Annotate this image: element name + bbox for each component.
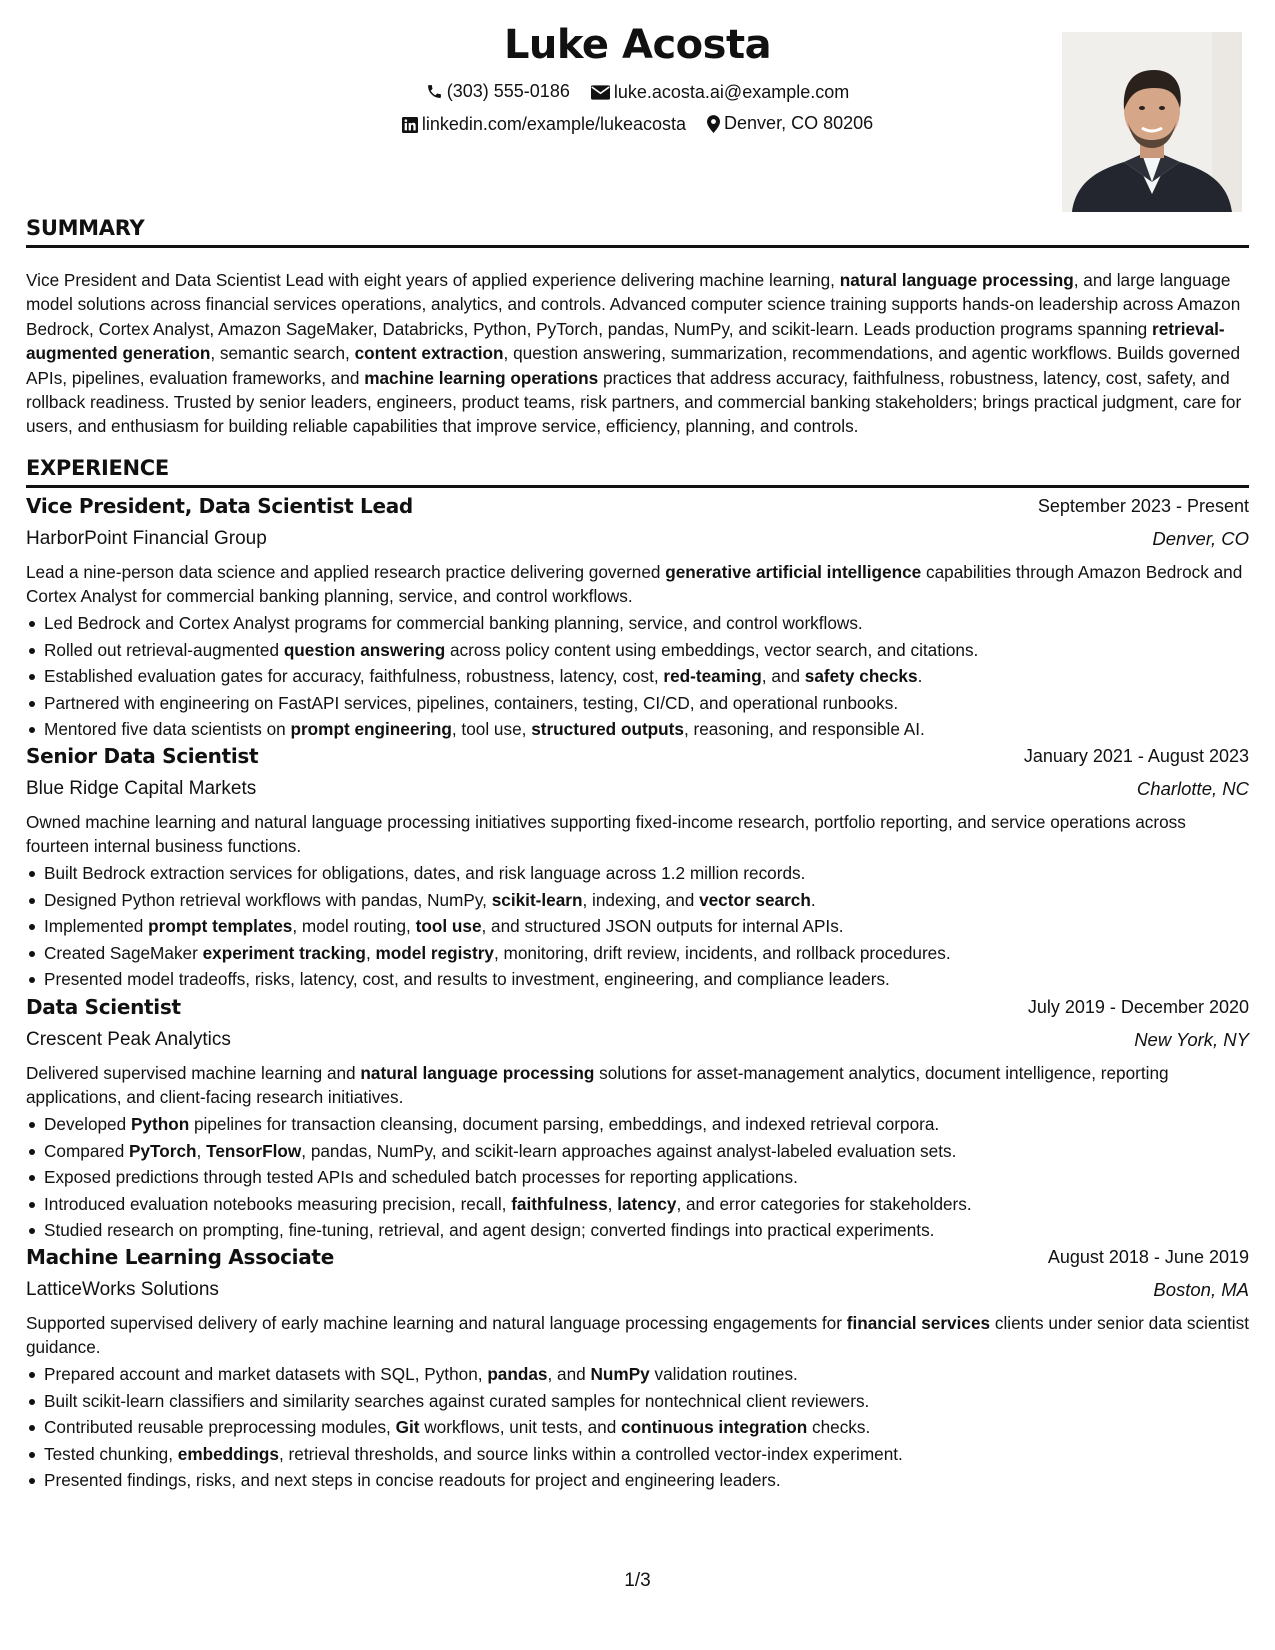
summary-text: , semantic search, [210, 343, 355, 364]
bullet-text: Established evaluation gates for accuracy, faithfulness, robustness, latency, cost, [44, 666, 664, 687]
bullet-keyword: scikit-learn [491, 889, 583, 910]
bullet-text: Contributed reusable preprocessing modules, [44, 1417, 396, 1438]
bullet-text: pipelines for transaction cleansing, document parsing, embeddings, and indexed retrieval corpora. [189, 1114, 940, 1134]
email-text: luke.acosta.ai@example.com [613, 82, 850, 102]
summary-heading: SUMMARY [26, 216, 145, 240]
job-company: LatticeWorks Solutions [26, 1279, 219, 1300]
bullet-text: , and [547, 1364, 591, 1384]
job-bullet [26, 663, 1249, 690]
job-bullet [26, 1361, 1249, 1388]
summary-divider [26, 245, 1249, 248]
bullet-keyword: vector search [699, 889, 811, 910]
job-title: Data Scientist [26, 995, 181, 1019]
job-entry [26, 995, 1249, 1244]
bullet-keyword: continuous integration [621, 1417, 808, 1438]
bullet-keyword: prompt templates [148, 916, 293, 937]
job-company: Crescent Peak Analytics [26, 1029, 231, 1050]
summary-text: Vice President and Data Scientist Lead with eight years of applied experience delivering machine learning, [26, 270, 840, 290]
job-bullet [26, 637, 1249, 664]
bullet-keyword: faithfulness [511, 1193, 608, 1214]
bullet-text: Presented model tradeoffs, risks, latency, cost, and results to investment, engineering, and compliance leaders. [44, 969, 890, 990]
job-subheader [26, 526, 1249, 558]
job-dates: July 2019 - December 2020 [1027, 997, 1249, 1017]
bullet-keyword: Python [130, 1114, 190, 1134]
job-header [26, 494, 1249, 526]
bullet-text: Developed [44, 1114, 131, 1134]
bullet-text: Partnered with engineering on FastAPI services, pipelines, containers, testing, CI/CD, and operational runbooks. [44, 692, 899, 713]
summary-keyword: content extraction [354, 343, 504, 364]
job-location: Charlotte, NC [1136, 778, 1249, 799]
job-dates: August 2018 - June 2019 [1047, 1247, 1249, 1267]
bullet-text: across policy content using embeddings, vector search, and citations. [445, 639, 979, 660]
job-subheader [26, 1027, 1249, 1059]
bullet-text: . [917, 666, 923, 687]
location-text: Denver, CO 80206 [724, 113, 874, 133]
candidate-name: Luke Acosta [503, 22, 772, 68]
bullet-text: , reasoning, and responsible AI. [683, 719, 925, 740]
bullet-text: , [365, 942, 376, 963]
bullet-text: , tool use, [451, 719, 532, 740]
linkedin-text: linkedin.com/example/lukeacosta [421, 114, 687, 134]
job-description-text: Lead a nine-person data science and applied research practice delivering governed [26, 562, 666, 582]
bullet-text: Studied research on prompting, fine-tuning, retrieval, and agent design; converted findings into practical experiments. [44, 1220, 935, 1241]
bullet-text: Prepared account and market datasets with SQL, Python, [44, 1364, 488, 1384]
bullet-text: , monitoring, drift review, incidents, and rollback procedures. [493, 942, 951, 963]
job-subheader [26, 776, 1249, 808]
bullet-text: Built Bedrock extraction services for obligations, dates, and risk language across 1.2 million records. [44, 863, 806, 883]
job-entry [26, 1245, 1249, 1494]
job-entry [26, 744, 1249, 993]
summary-keyword: retrieval-augmented generation [26, 318, 1225, 364]
bullet-keyword: red-teaming [663, 666, 762, 687]
job-location: New York, NY [1134, 1029, 1249, 1050]
job-description-text: Supported supervised delivery of early machine learning and natural language processing engagements for [26, 1313, 847, 1333]
job-bullet [26, 860, 1249, 887]
job-bullet-list [26, 1111, 1249, 1244]
experience-divider [26, 485, 1249, 488]
experience-heading: EXPERIENCE [26, 456, 169, 480]
bullet-keyword: embeddings [177, 1443, 279, 1464]
bullet-keyword: NumPy [590, 1364, 650, 1384]
bullet-text: , [607, 1193, 618, 1214]
bullet-text: , and structured JSON outputs for internal APIs. [481, 916, 844, 937]
job-description-text: clients under senior data scientist guidance. [26, 1313, 1249, 1357]
bullet-text: , indexing, and [582, 889, 700, 910]
bullet-keyword: Git [395, 1417, 420, 1438]
job-bullet [26, 1467, 1249, 1494]
phone-text: (303) 555-0186 [446, 81, 570, 101]
summary-paragraph [26, 268, 1254, 439]
job-bullet [26, 913, 1249, 940]
job-description-text: solutions for asset-management analytics, document intelligence, reporting applications, and client-facing research initiatives. [26, 1063, 1169, 1107]
bullet-text: Rolled out retrieval-augmented [44, 639, 284, 660]
bullet-keyword: question answering [283, 639, 446, 660]
bullet-keyword: TensorFlow [206, 1140, 302, 1161]
bullet-text: . [810, 889, 816, 910]
job-bullet [26, 690, 1249, 717]
bullet-text: , retrieval thresholds, and source links within a controlled vector-index experiment. [279, 1443, 903, 1464]
job-bullet-list [26, 610, 1249, 743]
job-description-text: capabilities through Amazon Bedrock and Cortex Analyst for commercial banking planning, service, and control workflows. [26, 562, 1243, 606]
contact-linkedin[interactable] [402, 114, 686, 135]
job-header [26, 744, 1249, 776]
contact-location [707, 113, 873, 134]
job-location: Boston, MA [1153, 1279, 1249, 1300]
linkedin-icon [402, 117, 418, 133]
job-header [26, 1245, 1249, 1277]
page-number: 1/3 [624, 1570, 651, 1591]
job-bullet [26, 1441, 1249, 1468]
phone-icon [426, 83, 443, 100]
job-bullet [26, 940, 1249, 967]
job-bullet [26, 1164, 1249, 1191]
job-bullet [26, 610, 1249, 637]
job-bullet-list [26, 860, 1249, 993]
job-description [26, 810, 1249, 858]
envelope-icon [591, 85, 610, 100]
bullet-keyword: PyTorch [129, 1140, 197, 1161]
bullet-text: checks. [807, 1417, 871, 1438]
job-description-text: Owned machine learning and natural language processing initiatives supporting fixed-income research, portfolio reporting, and service operations across fourteen internal business functions. [26, 812, 1186, 856]
bullet-text: workflows, unit tests, and [419, 1417, 622, 1438]
contact-phone[interactable] [426, 81, 570, 102]
job-title: Vice President, Data Scientist Lead [26, 494, 413, 518]
bullet-text: Exposed predictions through tested APIs and scheduled batch processes for reporting applications. [44, 1167, 798, 1188]
bullet-keyword: structured outputs [531, 719, 684, 740]
job-description-keyword: natural language processing [360, 1063, 595, 1083]
job-title: Machine Learning Associate [26, 1245, 334, 1269]
job-title: Senior Data Scientist [26, 744, 259, 768]
job-bullet-list [26, 1361, 1249, 1494]
job-entry [26, 494, 1249, 743]
bullet-keyword: model registry [375, 942, 494, 963]
bullet-text: , model routing, [292, 916, 416, 937]
job-bullet [26, 1414, 1249, 1441]
job-company: HarborPoint Financial Group [26, 528, 267, 549]
bullet-text: Mentored five data scientists on [44, 719, 291, 740]
job-description [26, 560, 1249, 608]
job-header [26, 995, 1249, 1027]
bullet-text: Designed Python retrieval workflows with pandas, NumPy, [44, 889, 492, 910]
bullet-text: Compared [44, 1140, 130, 1161]
bullet-text: Implemented [44, 916, 149, 937]
profile-photo [1062, 32, 1242, 212]
job-location: Denver, CO [1152, 528, 1249, 549]
bullet-keyword: tool use [415, 916, 482, 937]
bullet-text: Introduced evaluation notebooks measuring precision, recall, [44, 1193, 512, 1214]
bullet-text: Led Bedrock and Cortex Analyst programs for commercial banking planning, service, and control workflows. [44, 613, 863, 633]
job-dates: January 2021 - August 2023 [1023, 746, 1249, 766]
summary-text: , question answering, summarization, recommendations, and agentic workflows. Builds governed APIs, pipelines, evaluation frameworks, and [26, 343, 1241, 388]
job-bullet [26, 1217, 1249, 1244]
bullet-keyword: prompt engineering [290, 719, 452, 740]
bullet-keyword: latency [617, 1193, 677, 1214]
job-bullet [26, 966, 1249, 993]
bullet-text: , and [761, 666, 805, 687]
bullet-text: Tested chunking, [44, 1443, 178, 1464]
summary-keyword: natural language processing [839, 270, 1074, 290]
map-pin-icon [707, 115, 720, 133]
bullet-text: , [196, 1140, 207, 1161]
job-description-keyword: financial services [846, 1313, 991, 1333]
job-dates: September 2023 - Present [1037, 496, 1249, 516]
job-description-text: Delivered supervised machine learning and [26, 1063, 361, 1083]
job-description [26, 1061, 1249, 1109]
job-description [26, 1311, 1249, 1359]
bullet-text: Presented findings, risks, and next steps in concise readouts for project and engineering leaders. [44, 1470, 781, 1491]
bullet-keyword: experiment tracking [202, 942, 366, 963]
contact-email[interactable] [591, 82, 849, 103]
job-bullet [26, 1138, 1249, 1165]
summary-text: , and large language model solutions across financial services operations, analytics, and controls. Advanced computer science training supports hands-on leadership across Amazon Bedrock, Cortex Analyst, Amazon SageMaker, Databricks, Python, PyTorch, pandas, NumPy, and scikit-learn. Leads production programs spanning [26, 270, 1241, 339]
bullet-text: Created SageMaker [44, 942, 203, 963]
bullet-text: , pandas, NumPy, and scikit-learn approaches against analyst-labeled evaluation sets. [301, 1140, 957, 1161]
bullet-keyword: safety checks [804, 666, 918, 687]
job-bullet [26, 716, 1249, 743]
job-bullet [26, 1388, 1249, 1415]
bullet-text: Built scikit-learn classifiers and similarity searches against curated samples for nontechnical client reviewers. [44, 1390, 870, 1411]
job-company: Blue Ridge Capital Markets [26, 778, 257, 799]
job-description-keyword: generative artificial intelligence [665, 562, 922, 582]
job-bullet [26, 887, 1249, 914]
job-bullet [26, 1111, 1249, 1138]
summary-keyword: machine learning operations [364, 367, 599, 388]
bullet-text: , and error categories for stakeholders. [676, 1193, 972, 1214]
summary-text: practices that address accuracy, faithfulness, robustness, latency, cost, safety, and rollback readiness. Trusted by senior leaders, engineers, product teams, risk partners, and commercial banking stakeholders; brings practical judgment, care for users, and enthusiasm for building reliable capabilities that improve service, efficiency, planning, and controls. [26, 367, 1242, 437]
bullet-text: validation routines. [649, 1364, 798, 1384]
job-bullet [26, 1191, 1249, 1218]
job-subheader [26, 1277, 1249, 1309]
bullet-keyword: pandas [487, 1364, 548, 1384]
